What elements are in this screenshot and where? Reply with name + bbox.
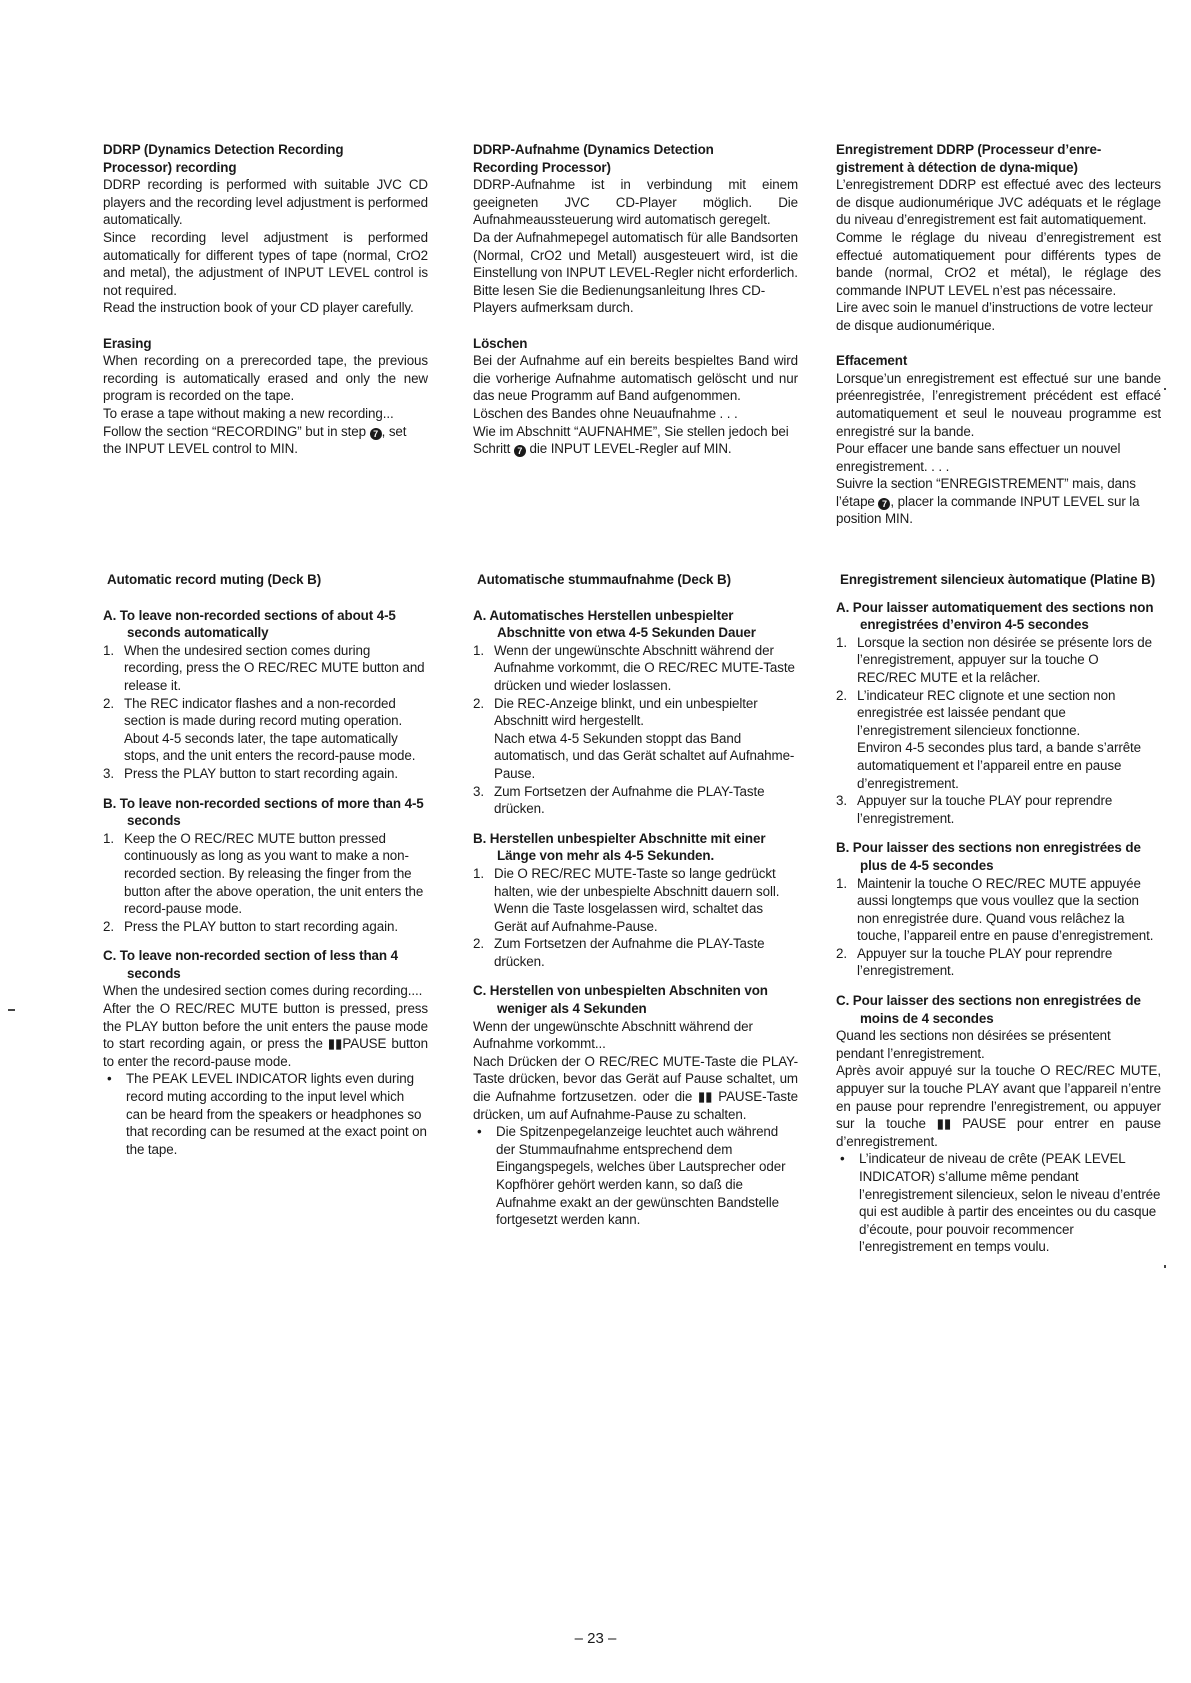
list-number: 2. <box>103 695 114 711</box>
subsection-b-heading: B. To leave non-recorded sections of more than 4-5 seconds <box>103 795 424 829</box>
subsection-c-paragraph: Quand les sections non désirées se présentent pendant l’enregistrement. <box>836 1028 1111 1061</box>
ddrp-paragraph: Lire avec soin le manuel d’instructions de votre lecteur de disque audionumérique. <box>836 300 1153 333</box>
bullet-item <box>473 1123 798 1229</box>
list-text: Environ 4-5 secondes plus tard, a bande s’arrête automatiquement et l’appareil entre en pause d’enregistrement. <box>857 740 1142 791</box>
step-marker-icon: 7 <box>514 445 526 457</box>
muting-section <box>473 571 798 1229</box>
subsection-b-list <box>473 865 798 971</box>
list-text: L’indicateur REC clignote et une section non enregistrée est laissée pendant que l’enregistrement silencieux fonctionne. <box>857 687 1116 738</box>
erasing-paragraph: Pour effacer une bande sans effectuer un nouvel enregistrement. . . . <box>836 441 1121 474</box>
bullet-text: Die Spitzenpegelanzeige leuchtet auch während der Stummaufnahme entsprechend dem Eingangspegels, welches über Lautsprecher oder Kopfhörer gehört werden kann, so daß die Aufnahme exakt an der gewünschten Bandstelle fortgesetzt werden kann. <box>496 1124 786 1228</box>
ddrp-heading-line1: Enregistrement DDRP (Processeur d’enre- <box>836 142 1102 157</box>
list-item <box>473 865 798 935</box>
list-item <box>103 918 428 936</box>
list-text: Lorsque la section non désirée se présente lors de l’enregistrement, appuyer sur la touche O REC/REC MUTE et la relâcher. <box>857 634 1152 685</box>
ddrp-section <box>836 141 1161 528</box>
ddrp-paragraph: Since recording level adjustment is performed automatically for different types of tape (normal, CrO2 and metal), the adjustment of INPUT LEVEL control is not required. <box>103 229 428 298</box>
ddrp-paragraph: Read the instruction book of your CD player carefully. <box>103 300 414 316</box>
list-number: 3. <box>836 793 847 809</box>
erasing-step-text: , set the INPUT LEVEL control to MIN. <box>103 423 407 457</box>
step-marker-icon: 7 <box>878 498 890 510</box>
erasing-paragraph <box>103 423 428 458</box>
erasing-step-text: Wie im Abschnitt “AUFNAHME”, Sie stellen jedoch bei Schritt <box>473 423 789 457</box>
subsection-c-paragraph: When the undesired section comes during recording.... <box>103 983 423 999</box>
erasing-step-text: , placer la commande INPUT LEVEL sur la position MIN. <box>836 493 1140 527</box>
scan-mark <box>1164 1265 1166 1268</box>
ddrp-paragraph: DDRP recording is performed with suitable JVC CD players and the recording level adjustment is performed automatically. <box>103 177 428 228</box>
bullet-icon: • <box>840 1151 845 1167</box>
scan-mark <box>8 1009 15 1011</box>
list-item <box>836 687 1161 793</box>
ddrp-paragraph: Bitte lesen Sie die Bedienungsanleitung Ihres CD-Players aufmerksam durch. <box>473 282 766 316</box>
erasing-paragraph <box>836 475 1161 528</box>
subsection-c-paragraph: Nach Drücken der O REC/REC MUTE-Taste die PLAY-Taste drücken, bevor das Gerät auf Pause schaltet, um die Aufnahme fortzusetzen. oder die ▮▮ PAUSE-Taste drücken, um auf Aufnahme-Pause zu schalten. <box>473 1053 798 1122</box>
list-number: 2. <box>836 687 847 703</box>
ddrp-heading <box>473 141 798 176</box>
ddrp-paragraph: L’enregistrement DDRP est effectué avec des lecteurs de disque audionumérique JVC adéquats et le réglage du niveau d’enregistrement est fait automatiquement. <box>836 177 1161 228</box>
list-item <box>103 765 428 783</box>
subsection-c-bullets <box>103 1070 428 1158</box>
list-item <box>103 830 428 918</box>
muting-heading: Automatic record muting (Deck B) <box>107 572 322 587</box>
list-number: 3. <box>473 783 484 799</box>
erasing-heading: Löschen <box>473 335 528 351</box>
erasing-paragraph: To erase a tape without making a new recording... <box>103 405 394 421</box>
list-item <box>836 875 1161 945</box>
subsection-b-heading: B. Herstellen unbespielter Abschnitte mit einer Länge von mehr als 4-5 Sekunden. <box>473 830 766 864</box>
subsection-a-list <box>473 642 798 818</box>
list-text: Wenn der ungewünschte Abschnitt während der Aufnahme vorkommt, die O REC/REC MUTE-Taste drücken und wieder loslassen. <box>494 642 795 693</box>
list-item <box>473 935 798 970</box>
subsection-a-heading: A. To leave non-recorded sections of about 4-5 seconds automatically <box>103 607 396 641</box>
list-text: Zum Fortsetzen der Aufnahme die PLAY-Taste drücken. <box>494 936 765 969</box>
list-number: 1. <box>836 634 847 650</box>
list-item <box>103 695 428 765</box>
ddrp-section <box>473 141 798 458</box>
erasing-step-text: Suivre la section “ENREGISTREMENT” mais, dans l’étape <box>836 476 1136 509</box>
list-number: 2. <box>836 945 847 961</box>
list-item <box>836 945 1161 980</box>
muting-heading: Automatische stummaufnahme (Deck B) <box>477 572 731 587</box>
ddrp-heading-line2: gistrement à détection de dyna-mique) <box>836 159 1078 175</box>
bullet-text: L’indicateur de niveau de crête (PEAK LEVEL INDICATOR) s’allume même pendant l’enregistrement silencieux, selon le niveau d’entrée qui est audible à partir des enceintes ou du casque d’écoute, pour pouvoir recommencer l’enregistrement en temps voulu. <box>859 1151 1161 1255</box>
bullet-icon: • <box>477 1124 482 1140</box>
ddrp-heading <box>103 141 428 176</box>
subsection-c-heading: C. To leave non-recorded section of less than 4 seconds <box>103 948 398 981</box>
list-text: Maintenir la touche O REC/REC MUTE appuyée aussi longtemps que vous voullez que la section non enregistrée dure. Quand vous relâchez la touche, l’appareil entre en pause d’enregistrement. <box>857 875 1154 944</box>
list-item <box>836 792 1161 827</box>
muting-section <box>103 571 428 1158</box>
list-text: Press the PLAY button to start recording again. <box>124 918 398 934</box>
list-number: 1. <box>103 642 114 658</box>
list-number: 1. <box>473 865 484 881</box>
subsection-c-paragraph: Après avoir appuyé sur la touche O REC/REC MUTE, appuyer sur la touche PLAY avant que l’appareil n’entre en pause pour reprendre l’enregistrement, ou appuyer sur la touche ▮▮ PAUSE pour entrer en pause d’enregistrement. <box>836 1063 1161 1149</box>
list-text: The REC indicator flashes and a non-recorded section is made during record muting operation. <box>124 695 403 729</box>
bullet-icon: • <box>107 1071 112 1087</box>
list-text: Die REC-Anzeige blinkt, und ein unbespielter Abschnitt wird hergestellt. <box>494 695 758 729</box>
subsection-a-heading: A. Automatisches Herstellen unbespielter Abschnitte von etwa 4-5 Sekunden Dauer <box>473 607 756 641</box>
subsection-a-list <box>836 634 1161 828</box>
list-text: When the undesired section comes during recording, press the O REC/REC MUTE button and release it. <box>124 642 425 693</box>
erasing-paragraph <box>473 423 798 458</box>
step-marker-icon: 7 <box>370 428 382 440</box>
subsection-c-bullets <box>473 1123 798 1229</box>
bullet-item <box>103 1070 428 1158</box>
ddrp-paragraph: Da der Aufnahmepegel automatisch für alle Bandsorten (Normal, CrO2 und Metall) ausgesteuert wird, ist die Einstellung von INPUT LEVEL-Regler nicht erforderlich. <box>473 229 798 281</box>
list-number: 1. <box>836 875 847 891</box>
muting-section <box>836 571 1161 1256</box>
list-text: Press the PLAY button to start recording again. <box>124 765 398 781</box>
subsection-b-heading: B. Pour laisser des sections non enregistrées de plus de 4-5 secondes <box>836 840 1141 873</box>
list-text: Keep the O REC/REC MUTE button pressed continuously as long as you want to make a non-recorded section. By releasing the finger from the button after the above operation, the unit enters the record-pause mode. <box>124 830 424 917</box>
list-number: 2. <box>473 695 484 711</box>
erasing-step-text: die INPUT LEVEL-Regler auf MIN. <box>529 441 732 457</box>
list-text: Die O REC/REC MUTE-Taste so lange gedrückt halten, wie der unbespielte Abschnitt dauern soll. <box>494 865 780 899</box>
list-item <box>473 695 798 783</box>
erasing-paragraph: Lorsque’un enregistrement est effectué sur une bande préenregistrée, l’enregistrement précédent est effacé automatiquement et seul le nouveau programme est enregistré sur la bande. <box>836 370 1161 439</box>
list-text: Appuyer sur la touche PLAY pour reprendre l’enregistrement. <box>857 793 1113 826</box>
subsection-c-heading: C. Pour laisser des sections non enregistrées de moins de 4 secondes <box>836 993 1141 1026</box>
subsection-b-list <box>836 875 1161 981</box>
erasing-heading: Effacement <box>836 353 908 369</box>
list-number: 3. <box>103 765 114 781</box>
subsection-c-bullets <box>836 1150 1161 1256</box>
erasing-paragraph: When recording on a prerecorded tape, the previous recording is automatically erased and only the new program is recorded on the tape. <box>103 353 428 404</box>
muting-heading: Enregistrement silencieux àutomatique (Platine B) <box>840 572 1156 587</box>
subsection-c-heading: C. Herstellen von unbespielten Abschniten von weniger als 4 Sekunden <box>473 983 768 1017</box>
scan-mark <box>1164 388 1166 390</box>
erasing-step-text: Follow the section “RECORDING” but in step <box>103 423 366 439</box>
list-number: 1. <box>473 642 484 658</box>
list-item <box>103 642 428 695</box>
list-item <box>836 634 1161 687</box>
erasing-paragraph: Löschen des Bandes ohne Neuaufnahme . . . <box>473 405 738 421</box>
list-text: Zum Fortsetzen der Aufnahme die PLAY-Taste drücken. <box>494 783 765 817</box>
subsection-a-heading: A. Pour laisser automatiquement des sections non enregistrées d’environ 4-5 secondes <box>836 599 1154 633</box>
list-text: Wenn die Taste losgelassen wird, schaltet das Gerät auf Aufnahme-Pause. <box>494 901 763 934</box>
subsection-c-paragraph: Wenn der ungewünschte Abschnitt während der Aufnahme vorkommt... <box>473 1018 753 1052</box>
ddrp-heading-line2: Recording Processor) <box>473 159 611 175</box>
subsection-b-list <box>103 830 428 936</box>
list-number: 2. <box>103 918 114 934</box>
ddrp-heading-line1: DDRP (Dynamics Detection Recording <box>103 142 344 157</box>
list-text: About 4-5 seconds later, the tape automatically stops, and the unit enters the record-pause mode. <box>124 730 416 764</box>
list-item <box>473 642 798 695</box>
ddrp-paragraph: Comme le réglage du niveau d’enregistrement est effectué automatiquement pour différents types de bande (normal, CrO2 et métal), le réglage des commande INPUT LEVEL n’est pas nécessaire. <box>836 229 1161 298</box>
ddrp-heading <box>836 141 1161 176</box>
bullet-item <box>836 1150 1161 1256</box>
list-number: 2. <box>473 936 484 952</box>
bullet-text: The PEAK LEVEL INDICATOR lights even during record muting according to the input level which can be heard from the speakers or headphones so that recording can be resumed at the exact point on the tape. <box>126 1071 427 1157</box>
erasing-heading: Erasing <box>103 335 152 351</box>
page-number: – 23 – <box>574 1630 617 1647</box>
list-number: 1. <box>103 830 114 846</box>
ddrp-heading-line2: Processor) recording <box>103 159 237 175</box>
ddrp-section <box>103 141 428 458</box>
list-item <box>473 783 798 818</box>
subsection-a-list <box>103 642 428 783</box>
ddrp-paragraph: DDRP-Aufnahme ist in verbindung mit einem geeigneten JVC CD-Player möglich. Die Aufnahmeaussteuerung wird automatisch geregelt. <box>473 177 798 228</box>
ddrp-heading-line1: DDRP-Aufnahme (Dynamics Detection <box>473 142 714 157</box>
erasing-paragraph: Bei der Aufnahme auf ein bereits bespieltes Band wird die vorherige Aufnahme automatisch gelöscht und nur das neue Programm auf Band aufgenommen. <box>473 353 798 404</box>
list-text: Nach etwa 4-5 Sekunden stoppt das Band automatisch, und das Gerät schaltet auf Aufnahme-Pause. <box>494 730 795 781</box>
subsection-c-paragraph: After the O REC/REC MUTE button is pressed, press the PLAY button before the unit enters the pause mode to start recording again, or press the ▮▮PAUSE button to enter the record-pause mode. <box>103 1001 428 1069</box>
list-text: Appuyer sur la touche PLAY pour reprendre l’enregistrement. <box>857 945 1113 979</box>
